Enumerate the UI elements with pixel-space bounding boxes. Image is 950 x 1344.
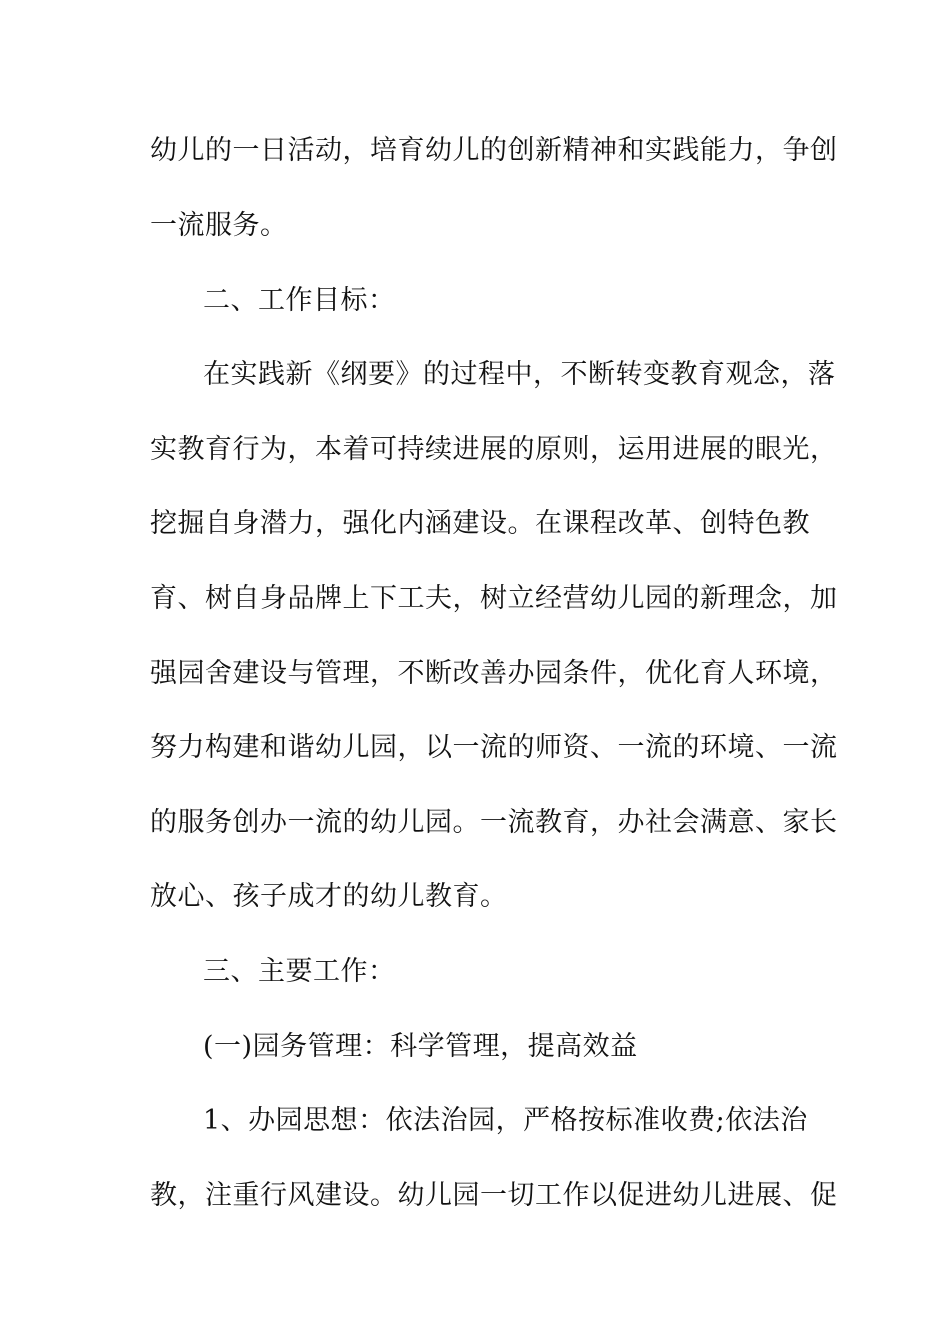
text-line: 一流服务。 <box>150 210 288 241</box>
section-heading: 三、主要工作： <box>203 956 396 987</box>
text-line: 的服务创办一流的幼儿园。一流教育，办社会满意、家长 <box>150 807 838 838</box>
text-line: 放心、孩子成才的幼儿教育。 <box>150 881 508 912</box>
text-line: 强园舍建设与管理，不断改善办园条件，优化育人环境， <box>150 658 838 689</box>
text-line: 教，注重行风建设。幼儿园一切工作以促进幼儿进展、促 <box>150 1180 838 1211</box>
text-line: 育、树自身品牌上下工夫，树立经营幼儿园的新理念，加 <box>150 583 838 614</box>
text-line: 1、办园思想：依法治园，严格按标准收费;依法治 <box>203 1105 808 1136</box>
text-line: 实教育行为，本着可持续进展的原则，运用进展的眼光， <box>150 434 838 465</box>
text-line: 挖掘自身潜力，强化内涵建设。在课程改革、创特色教 <box>150 508 810 539</box>
text-line: 在实践新《纲要》的过程中，不断转变教育观念，落 <box>203 359 836 390</box>
text-line: 幼儿的一日活动，培育幼儿的创新精神和实践能力，争创 <box>150 135 838 166</box>
section-heading: 二、工作目标： <box>203 285 396 316</box>
text-line: 努力构建和谐幼儿园，以一流的师资、一流的环境、一流 <box>150 732 838 763</box>
subsection-heading: (一)园务管理：科学管理，提高效益 <box>203 1031 638 1062</box>
